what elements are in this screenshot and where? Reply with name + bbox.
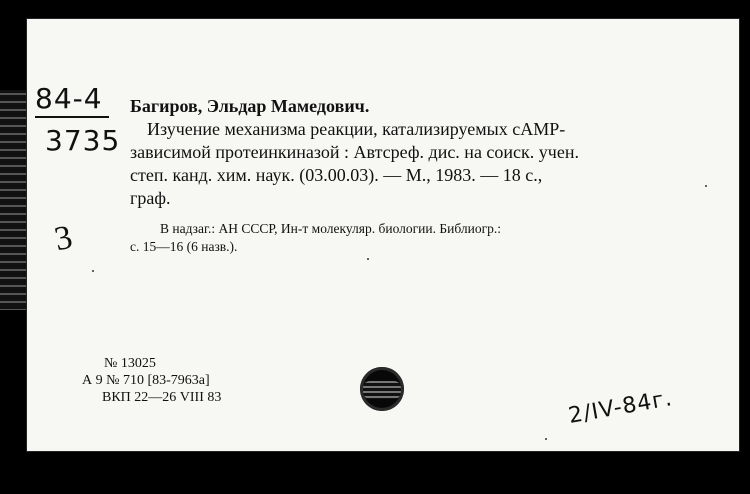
dust-speck [92,270,94,272]
film-edge-strip [0,90,26,310]
shelf-mark-bottom: 3735 [45,124,121,157]
dust-speck [545,438,547,440]
registry-block [82,355,221,406]
punch-hole-shadow [363,381,401,399]
dust-speck [367,258,369,260]
note-line-1: В надзаг.: АН СССР, Ин-т молекуляр. биологии. Библиогр.: [160,221,502,236]
dust-speck [705,185,707,187]
registry-number: № 13025 [104,356,156,371]
title-line-4: граф. [130,188,171,208]
title-line-1: Изучение механизма реакции, катализируемых cAMP- [147,119,566,139]
title-line-3: степ. канд. хим. наук. (03.00.03). — М., 1983. — 18 с., [130,165,543,185]
registry-code: А 9 № 710 [83-7963а] [82,373,210,388]
publication-note [130,220,715,256]
hand-marking: 3 [51,218,76,259]
handwritten-date: 2/IV-84г. [566,386,675,429]
bibliographic-entry [130,95,715,210]
note-line-2: с. 15—16 (6 назв.). [130,239,238,254]
shelf-mark-top: 84-4 [35,82,103,115]
title-line-2: зависимой протеинкиназой : Автсреф. дис. на соиск. учен. [130,142,579,162]
author-name: Багиров, Эльдар Мамедович. [130,96,370,116]
punch-hole [360,367,404,411]
registry-date: ВКП 22—26 VIII 83 [102,390,222,405]
